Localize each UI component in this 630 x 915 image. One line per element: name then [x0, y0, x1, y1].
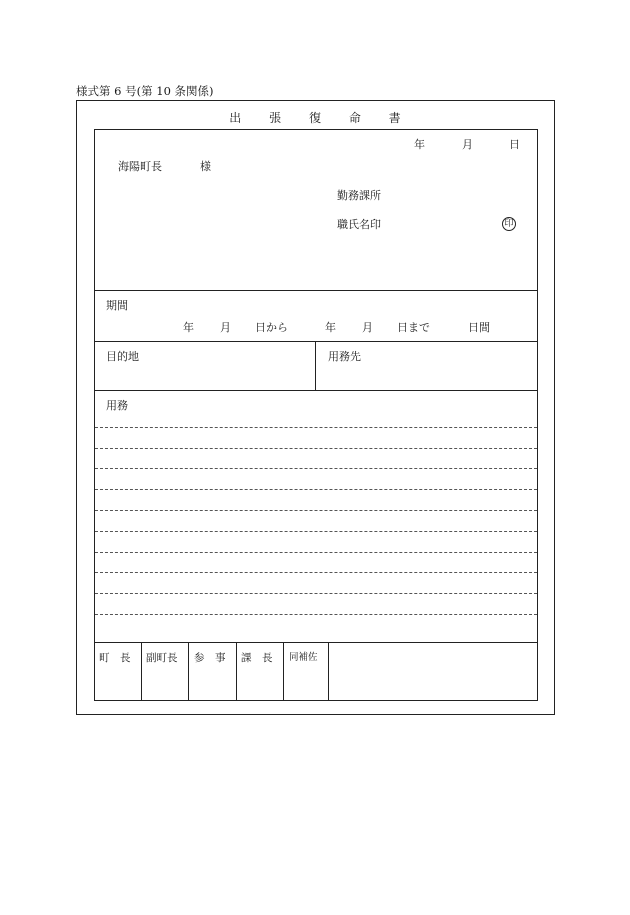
writing-line: [95, 572, 537, 573]
divider: [94, 642, 538, 643]
approval-divider: [141, 642, 142, 701]
approval-divider: [283, 642, 284, 701]
business-label: 用務: [106, 399, 128, 412]
addressee: 海陽町長: [118, 160, 162, 173]
writing-line: [95, 427, 537, 428]
business-place-label: 用務先: [328, 350, 361, 363]
department-label: 勤務課所: [337, 189, 381, 202]
writing-line: [95, 448, 537, 449]
destination-divider: [315, 341, 316, 390]
writing-line: [95, 468, 537, 469]
date-year-label: 年: [414, 138, 425, 151]
writing-line: [95, 593, 537, 594]
writing-line: [95, 552, 537, 553]
period-to-month: 月: [362, 321, 373, 334]
writing-line: [95, 489, 537, 490]
form-inner-frame: [94, 129, 538, 701]
period-from-day: 日から: [255, 321, 288, 334]
approval-divider: [188, 642, 189, 701]
period-label: 期間: [106, 299, 128, 312]
writing-line: [95, 510, 537, 511]
title-char: 書: [388, 111, 401, 125]
seal-mark-icon: 印: [502, 217, 516, 231]
honorific: 様: [200, 160, 211, 173]
title-char: 張: [269, 111, 282, 125]
writing-line: [95, 614, 537, 615]
divider: [94, 390, 538, 391]
period-to-day: 日まで: [397, 321, 430, 334]
approval-assistant: 同補佐: [289, 652, 318, 663]
approval-mayor: 町 長: [99, 652, 131, 664]
title-char: 復: [308, 111, 321, 125]
period-to-year: 年: [325, 321, 336, 334]
divider: [94, 341, 538, 342]
date-month-label: 月: [462, 138, 473, 151]
period-days: 日間: [468, 321, 490, 334]
approval-section-chief: 課 長: [241, 652, 273, 664]
divider: [94, 290, 538, 291]
approval-divider: [236, 642, 237, 701]
title-char: 出: [229, 111, 242, 125]
destination-label: 目的地: [106, 350, 139, 363]
title-char: 命: [348, 111, 361, 125]
writing-line: [95, 531, 537, 532]
name-seal-label: 職氏名印: [337, 218, 381, 231]
form-title: [0, 109, 630, 126]
date-day-label: 日: [509, 138, 520, 151]
period-from-month: 月: [220, 321, 231, 334]
form-number-label: 様式第 6 号(第 10 条関係): [76, 84, 214, 98]
approval-divider: [328, 642, 329, 701]
period-from-year: 年: [183, 321, 194, 334]
approval-deputy-mayor: 副町長: [146, 652, 178, 664]
approval-counselor: 参 事: [194, 652, 226, 664]
